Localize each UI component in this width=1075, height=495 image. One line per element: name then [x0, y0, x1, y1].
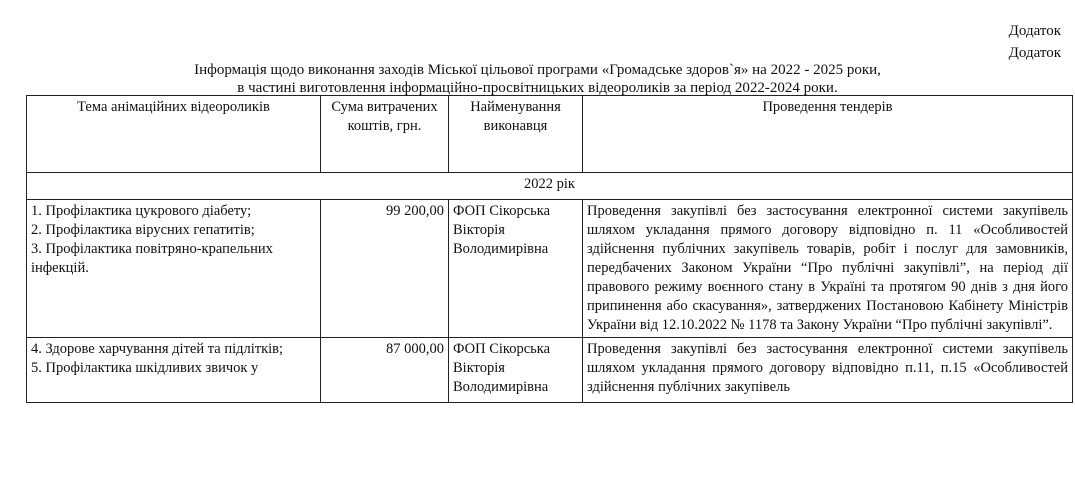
- header-topic: Тема анімаційних відеороликів: [27, 96, 321, 173]
- cell-tender: Проведення закупівлі без застосування електронної системи закупівель шляхом укладання прямого договору відповідно п.11, п.15 «Особливостей здійснення публічних закупівель: [583, 338, 1073, 403]
- header-tender: Проведення тендерів: [583, 96, 1073, 173]
- cell-topic: 4. Здорове харчування дітей та підлітків; 5. Профілактика шкідливих звичок у: [27, 338, 321, 403]
- cell-executor: ФОП Сікорська Вікторія Володимирівна: [449, 200, 583, 338]
- cell-sum: 99 200,00: [321, 200, 449, 338]
- table-row: [27, 338, 1073, 403]
- year-label: 2022 рік: [27, 173, 1073, 200]
- cell-sum: 87 000,00: [321, 338, 449, 403]
- procurement-table: [26, 95, 1073, 403]
- header-executor: Найменування виконавця: [449, 96, 583, 173]
- annex-label: Додаток: [1008, 45, 1061, 61]
- table-row: [27, 200, 1073, 338]
- cell-tender: Проведення закупівлі без застосування електронної системи закупівель шляхом укладання прямого договору відповідно п. 11 «Особливостей здійснення публічних закупівель товарів, робіт і послуг для замовників, передбачених Законом України “Про публічні закупівлі”, на період дії правового режиму воєнного стану в Україні та протягом 90 днів з дня його припинення або скасування», затверджених Постановою Кабінету Міністрів України від 12.10.2022 № 1178 та Закону України “Про публічні закупівлі”.: [583, 200, 1073, 338]
- header-sum: Сума витрачених коштів, грн.: [321, 96, 449, 173]
- table-header-row: [27, 96, 1073, 173]
- annex-label: Додаток: [1008, 23, 1061, 39]
- year-row: [27, 173, 1073, 200]
- cell-executor: ФОП Сікорська Вікторія Володимирівна: [449, 338, 583, 403]
- document-title: Інформація щодо виконання заходів Міської цільової програми «Громадське здоров`я» на 2022 - 2025 роки,: [194, 62, 881, 78]
- cell-topic: 1. Профілактика цукрового діабету; 2. Профілактика вірусних гепатитів; 3. Профілактика повітряно-крапельних інфекцій.: [27, 200, 321, 338]
- document-subtitle: в частині виготовлення інформаційно-просвітницьких відеороликів за період 2022-2024 роки.: [237, 80, 838, 96]
